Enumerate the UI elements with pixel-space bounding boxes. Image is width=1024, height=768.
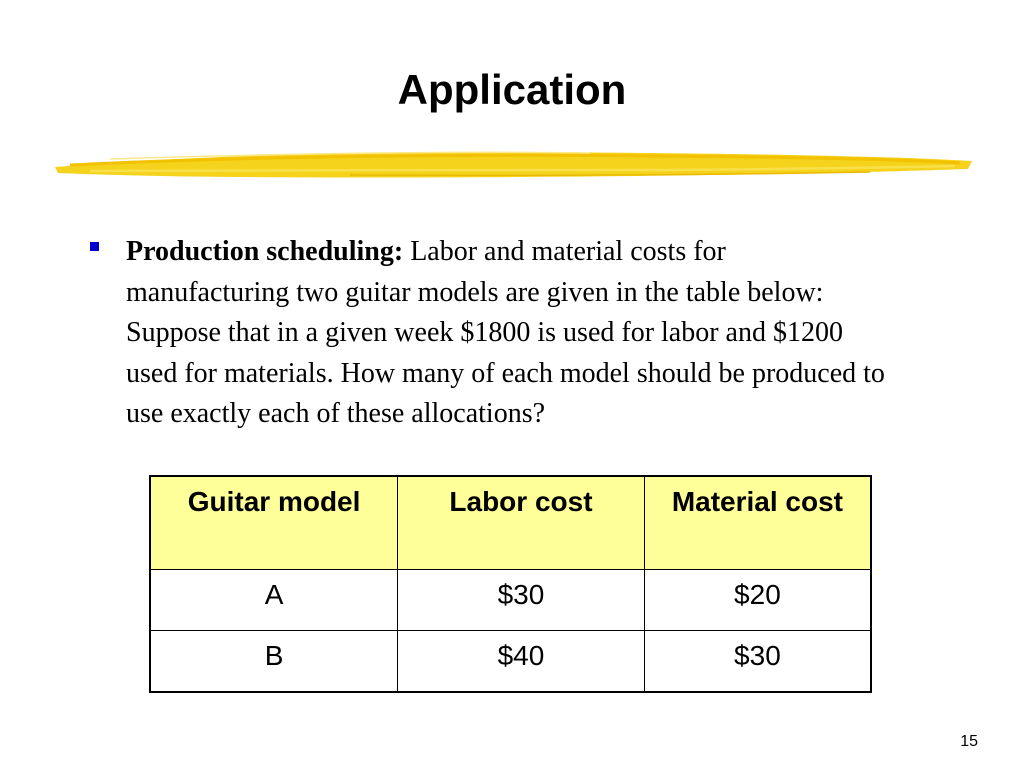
cell-labor-cost: $30 bbox=[398, 570, 645, 631]
table-header-row bbox=[150, 476, 871, 570]
cell-guitar-model: B bbox=[150, 631, 398, 693]
guitar-cost-table bbox=[149, 475, 872, 693]
bullet-term: Production scheduling: bbox=[126, 236, 404, 267]
bullet-body: Labor and material costs for manufacturing two guitar models are given in the table below: Suppose that in a given week $1800 is used for labor and $1200 used for materials. How many of each model should be produced to use exactly each of these allocations? bbox=[126, 236, 885, 429]
header-guitar-model: Guitar model bbox=[150, 476, 398, 570]
table-row bbox=[150, 631, 871, 693]
table-row bbox=[150, 570, 871, 631]
title-underline-brushstroke bbox=[50, 145, 975, 185]
slide-title: Application bbox=[397, 66, 627, 113]
header-labor-cost: Labor cost bbox=[398, 476, 645, 570]
cell-labor-cost: $40 bbox=[398, 631, 645, 693]
cell-material-cost: $20 bbox=[644, 570, 871, 631]
header-material-cost: Material cost bbox=[644, 476, 871, 570]
square-bullet-icon bbox=[90, 242, 99, 251]
cell-guitar-model: A bbox=[150, 570, 398, 631]
bullet-paragraph bbox=[126, 232, 886, 435]
page-number: 15 bbox=[960, 733, 978, 750]
cell-material-cost: $30 bbox=[644, 631, 871, 693]
